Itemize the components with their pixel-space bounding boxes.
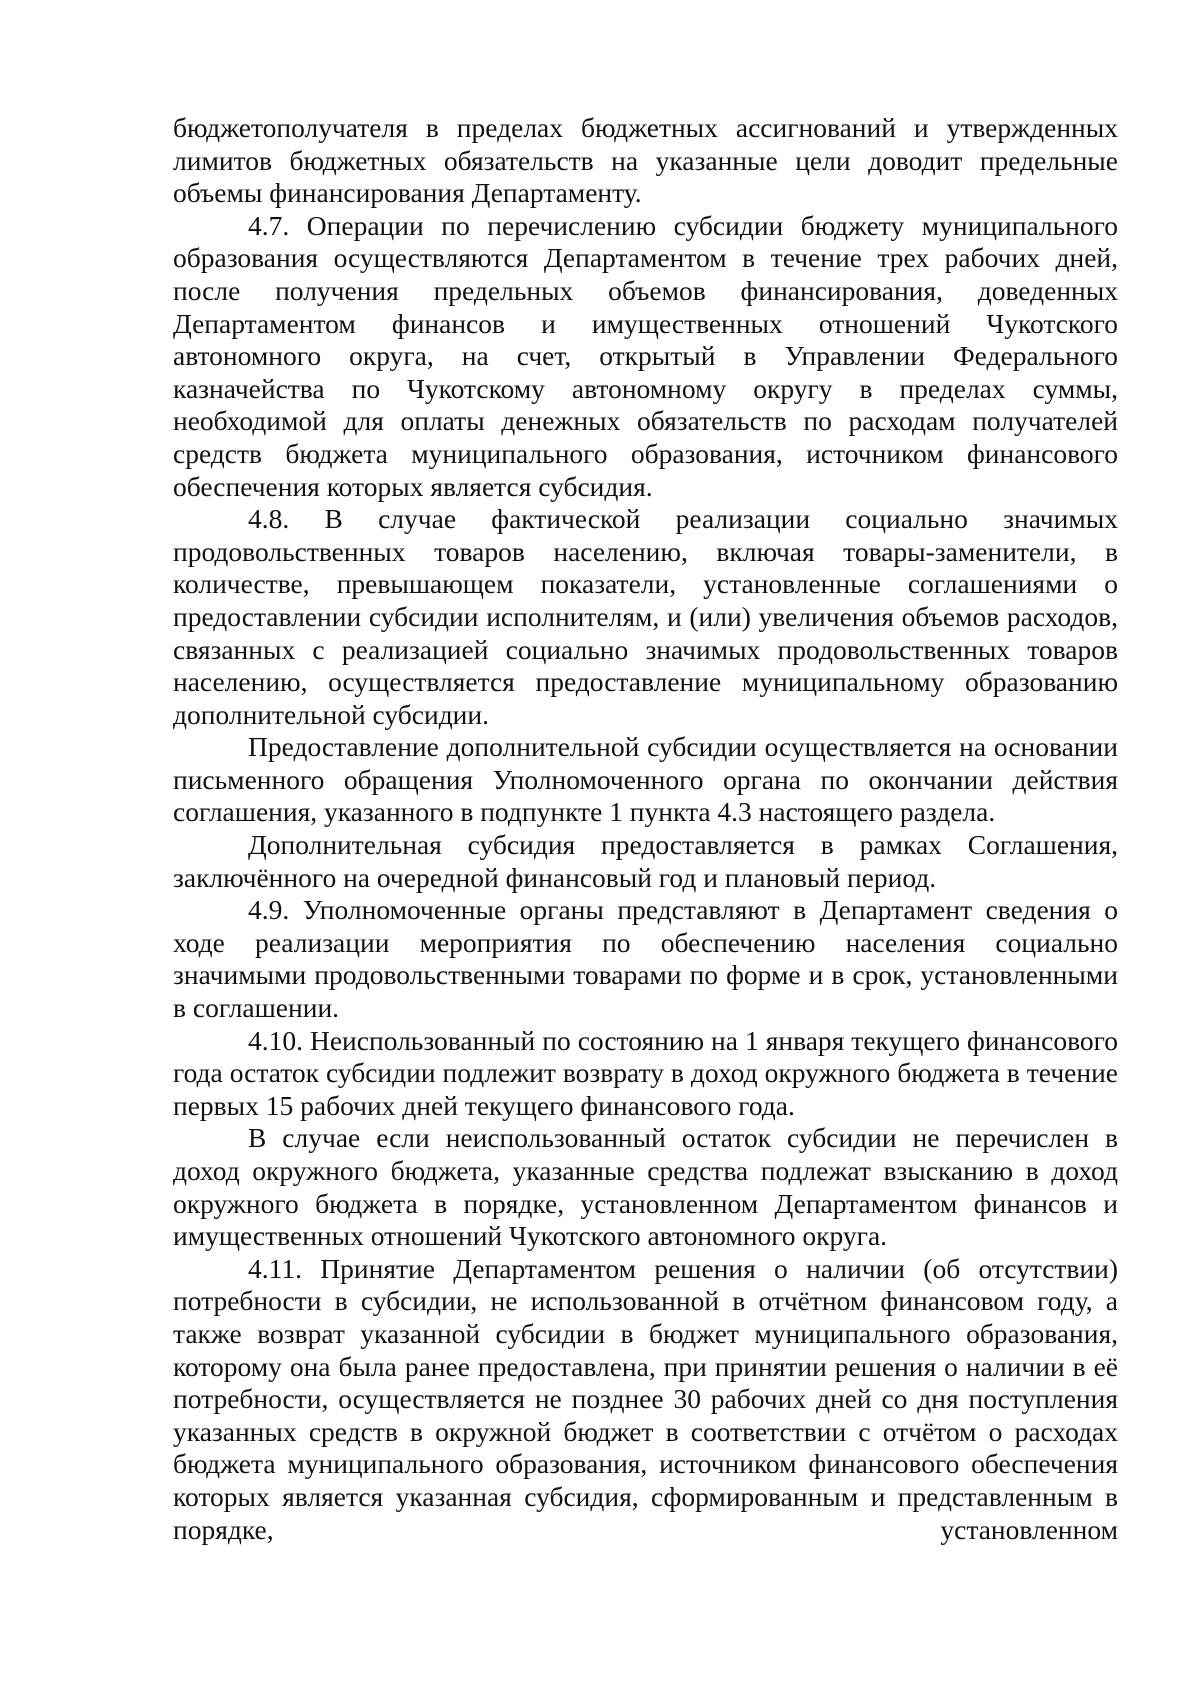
paragraph-4-9: 4.9. Уполномоченные органы представляют в Департамент сведения о ходе реализации мероприятия по обеспечению населения социально значимыми продовольственными товарами по форме и в срок, установленными в соглашении. [173,894,1118,1024]
paragraph-4-10: 4.10. Неиспользованный по состоянию на 1 января текущего финансового года остаток субсидии подлежит возврату в доход окружного бюджета в течение первых 15 рабочих дней текущего финансового года. [173,1024,1118,1121]
paragraph-additional-subsidy-basis: Предоставление дополнительной субсидии осуществляется на основании письменного обращения Уполномоченного органа по окончании действия соглашения, указанного в подпункте 1 пункта 4.3 настоящего раздела. [173,731,1118,828]
paragraph-4-8: 4.8. В случае фактической реализации социально значимых продовольственных товаров населению, включая товары-заменители, в количестве, превышающем показатели, установленные соглашениями о предоставлении субсидии исполнителям, и (или) увеличения объемов расходов, связанных с реализацией социально значимых продовольственных товаров населению, осуществляется предоставление муниципальному образованию дополнительной субсидии. [173,503,1118,730]
document-page [173,112,1118,1546]
paragraph-4-11: 4.11. Принятие Департаментом решения о наличии (об отсутствии) потребности в субсидии, не использованной в отчётном финансовом году, а также возврат указанной субсидии в бюджет муниципального образования, которому она была ранее предоставлена, при принятии решения о наличии в её потребности, осуществляется не позднее 30 рабочих дней со дня поступления указанных средств в окружной бюджет в соответствии с отчётом о расходах бюджета муниципального образования, источником финансового обеспечения которых является указанная субсидия, сформированным и представленным в порядке, установленном [173,1252,1118,1545]
paragraph-continuation: бюджетополучателя в пределах бюджетных ассигнований и утвержденных лимитов бюджетных обязательств на указанные цели доводит предельные объемы финансирования Департаменту. [173,112,1118,209]
paragraph-additional-subsidy-agreement: Дополнительная субсидия предоставляется в рамках Соглашения, заключённого на очередной финансовый год и плановый период. [173,829,1118,893]
paragraph-4-7: 4.7. Операции по перечислению субсидии бюджету муниципального образования осуществляются Департаментом в течение трех рабочих дней, после получения предельных объемов финансирования, доведенных Департаментом финансов и имущественных отношений Чукотского автономного округа, на счет, открытый в Управлении Федерального казначейства по Чукотскому автономному округу в пределах суммы, необходимой для оплаты денежных обязательств по расходам получателей средств бюджета муниципального образования, источником финансового обеспечения которых является субсидия. [173,209,1118,502]
paragraph-recovery: В случае если неиспользованный остаток субсидии не перечислен в доход окружного бюджета, указанные средства подлежат взысканию в доход окружного бюджета в порядке, установленном Департаментом финансов и имущественных отношений Чукотского автономного округа. [173,1122,1118,1252]
